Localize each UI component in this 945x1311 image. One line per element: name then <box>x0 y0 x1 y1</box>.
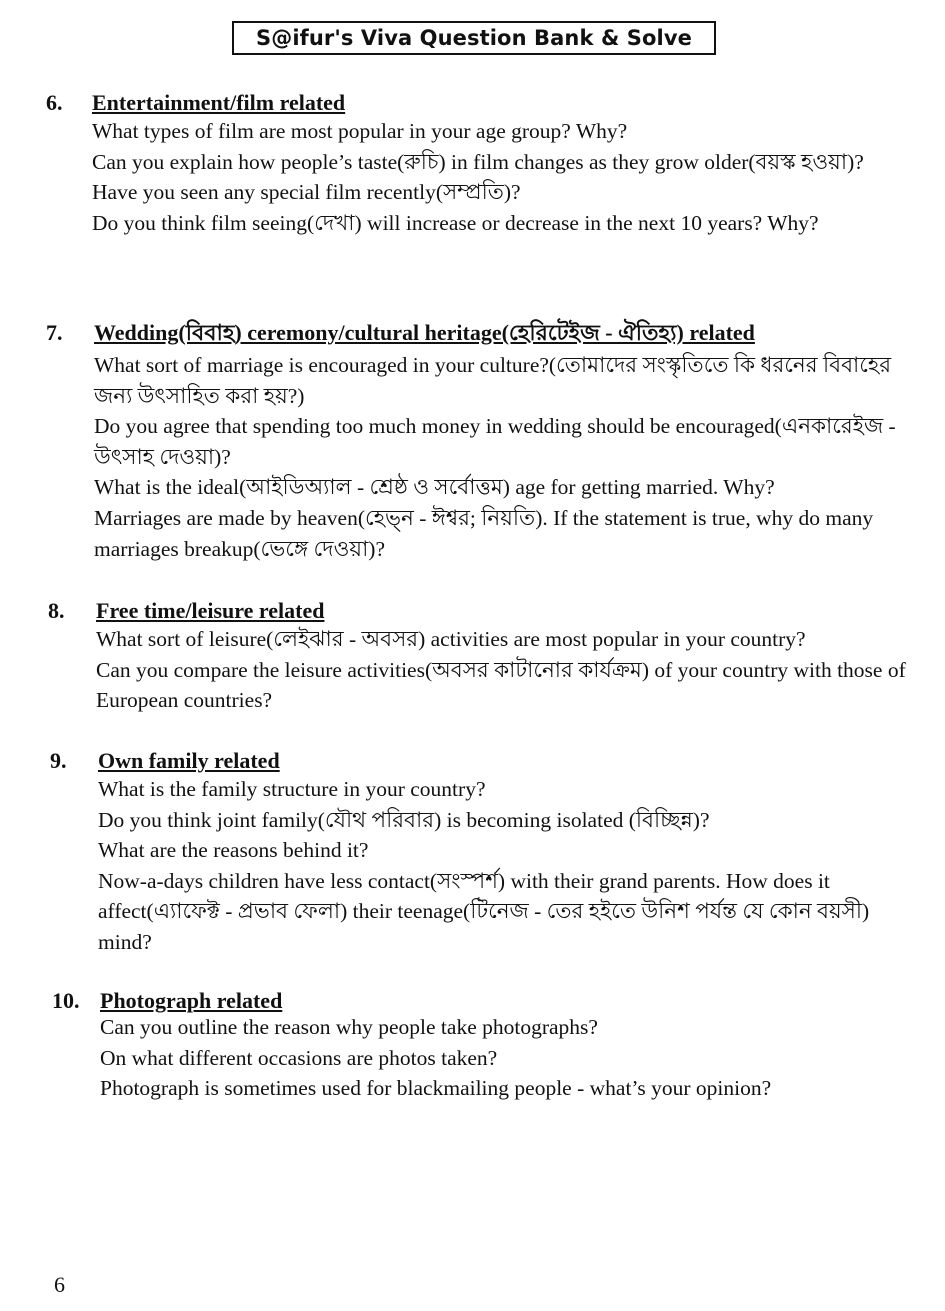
section-heading: Entertainment/film related <box>92 90 346 115</box>
section-heading: Own family related <box>98 748 280 773</box>
page-header-title: S@ifur's Viva Question Bank & Solve <box>232 21 716 55</box>
question-line: Now-a-days children have less contact(সংস্পর্শ) with their grand parents. How does it affect(এ্যাফেক্ট - প্রভাব ফেলা) their teenage(টিনেজ - তের হইতে উনিশ পর্যন্ত যে কোন বয়সী) mind? <box>98 868 870 954</box>
question-line: Photograph is sometimes used for blackmailing people - what’s your opinion? <box>100 1076 772 1101</box>
section-number: 6. <box>46 90 63 115</box>
question-list <box>98 774 918 958</box>
section-number: 7. <box>46 320 63 345</box>
question-line: Can you compare the leisure activities(অবসর কাটানোর কার্যক্রম) of your country with those of European countries? <box>96 657 906 713</box>
question-line: Do you think film seeing(দেখা) will increase or decrease in the next 10 years? Why? <box>92 210 819 235</box>
question-line: On what different occasions are photos taken? <box>100 1045 498 1070</box>
question-line: What sort of leisure(লেইঝার - অবসর) activities are most popular in your country? <box>96 627 806 651</box>
question-line: Can you explain how people’s taste(রুচি) in film changes as they grow older(বয়স্ক হওয়া)? <box>92 149 864 174</box>
question-list <box>100 1012 920 1104</box>
question-list <box>94 350 914 564</box>
question-line: Can you outline the reason why people take photographs? <box>100 1015 598 1039</box>
question-line: What is the ideal(আইডিঅ্যাল - শ্রেষ্ঠ ও সর্বোত্তম) age for getting married. Why? <box>94 475 775 500</box>
page-number: 6 <box>54 1272 65 1297</box>
question-line: What is the family structure in your country? <box>98 777 486 801</box>
question-line: What sort of marriage is encouraged in your culture?(তোমাদের সংস্কৃতিতে কি ধরনের বিবাহের জন্য উৎসাহিত করা হয়?) <box>94 353 892 408</box>
section-number: 9. <box>50 748 67 773</box>
section-number: 10. <box>52 988 80 1013</box>
question-line: What types of film are most popular in your age group? Why? <box>92 119 628 143</box>
question-line: Have you seen any special film recently(সম্প্রতি)? <box>92 180 521 205</box>
section-heading: Photograph related <box>100 988 283 1013</box>
question-line: Do you think joint family(যৌথ পরিবার) is becoming isolated (বিচ্ছিন্ন)? <box>98 807 710 832</box>
question-line: What are the reasons behind it? <box>98 838 369 863</box>
section-number: 8. <box>48 598 65 623</box>
question-line: Do you agree that spending too much money in wedding should be encouraged(এনকারেইজ - উৎসাহ দেওয়া)? <box>94 414 896 469</box>
section-heading: Free time/leisure related <box>96 598 325 623</box>
question-list <box>96 624 916 716</box>
question-list <box>92 116 912 238</box>
section-heading: Wedding(বিবাহ) ceremony/cultural heritage(হেরিটেইজ - ঐতিহ্য) related <box>94 320 755 345</box>
question-line: Marriages are made by heaven(হেভ্ন - ঈশ্বর; নিয়তি). If the statement is true, why do many marriages breakup(ভেঙ্গে দেওয়া)? <box>94 505 874 561</box>
